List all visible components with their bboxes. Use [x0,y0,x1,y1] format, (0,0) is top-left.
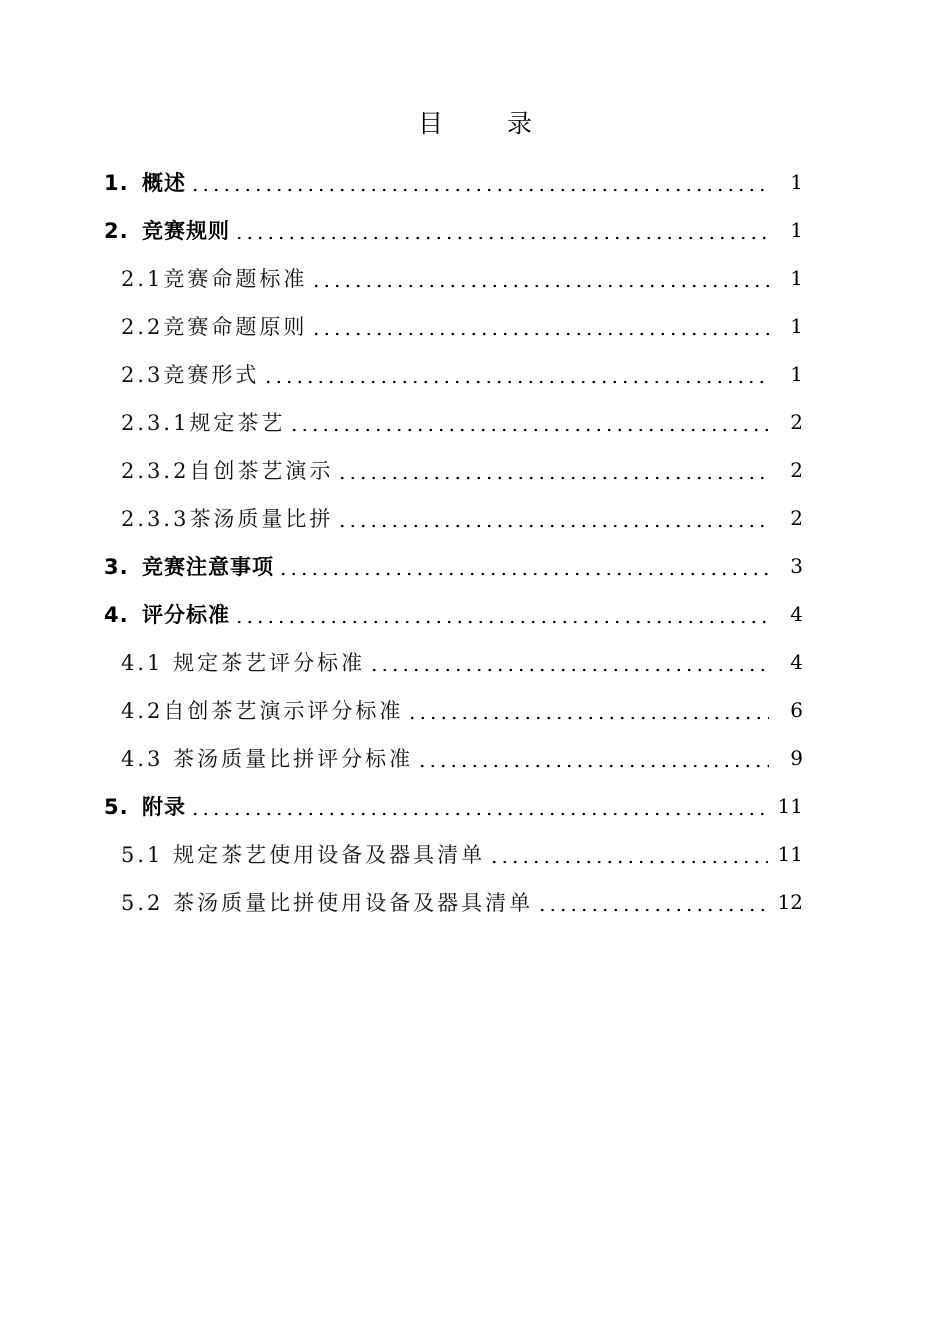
dot-leader [234,590,769,638]
toc-page-number: 11 [777,794,803,818]
toc-entry-label: 竞赛命题原则 [163,315,308,339]
toc-page-number: 12 [777,890,803,914]
toc-entry-label: 规定茶艺 [189,411,286,435]
toc-entry-number: 4. [104,603,129,627]
dot-leader [489,830,767,878]
toc-entry[interactable] [121,446,803,494]
toc-entry[interactable] [104,206,803,254]
dot-leader [289,398,769,446]
toc-entry-number: 5.1 [121,843,164,867]
toc-entry-label: 竞赛注意事项 [142,555,274,579]
toc-page-number: 1 [790,362,803,386]
dot-leader [337,494,769,542]
toc-page-number: 4 [790,602,803,626]
dot-leader [190,782,768,830]
toc-entry[interactable] [104,158,803,206]
toc-entry[interactable] [121,686,803,734]
toc-entry-number: 4.1 [121,651,164,675]
toc-entry-number: 2.3.1 [121,411,190,435]
toc-page-number: 1 [790,266,803,290]
toc-entry-label: 竞赛形式 [163,363,260,387]
toc-entry-number: 5.2 [121,891,164,915]
toc-entry-label: 评分标准 [142,603,230,627]
toc-entry-label: 规定茶艺评分标准 [163,651,366,675]
toc-entry[interactable] [121,734,803,782]
toc-entry-label: 茶汤质量比拼 [189,507,334,531]
toc-page-number: 3 [790,554,803,578]
toc-page-number: 11 [777,842,803,866]
toc-entry-label: 自创茶艺演示评分标准 [163,699,404,723]
toc-entry[interactable] [121,638,803,686]
dot-leader [234,206,769,254]
toc-entry-number: 5. [104,795,129,819]
toc-entry[interactable] [104,542,803,590]
toc-entry[interactable] [121,494,803,542]
toc-entry-number: 4.3 [121,747,164,771]
toc-entry-label: 自创茶艺演示 [189,459,334,483]
dot-leader [278,542,769,590]
toc-entry[interactable] [121,878,803,926]
toc-entry-label: 竞赛命题标准 [163,267,308,291]
dot-leader [537,878,767,926]
toc-page-number: 1 [790,314,803,338]
dot-leader [311,302,769,350]
toc-entry[interactable] [121,830,803,878]
toc-entry-label: 规定茶艺使用设备及器具清单 [163,843,486,867]
toc-entry-number: 2.1 [121,267,164,291]
toc-entry-number: 1. [104,171,129,195]
dot-leader [263,350,769,398]
toc-entry[interactable] [121,302,803,350]
toc-entry-number: 3. [104,555,129,579]
toc-entry-number: 2.3 [121,363,164,387]
toc-page-number: 4 [790,650,803,674]
toc-entry-number: 2. [104,219,129,243]
toc-entry-number: 2.3.2 [121,459,190,483]
toc-entry-label: 概述 [142,171,186,195]
toc-page-number: 2 [790,410,803,434]
toc-page-number: 1 [790,218,803,242]
toc-entry[interactable] [121,398,803,446]
toc-entry-number: 4.2 [121,699,164,723]
toc-entry[interactable] [104,782,803,830]
toc-page-number: 1 [790,170,803,194]
toc-entry[interactable] [121,350,803,398]
toc-page-number: 2 [790,506,803,530]
toc-page-number: 9 [790,746,803,770]
toc-entry[interactable] [104,590,803,638]
dot-leader [311,254,769,302]
toc-entry-label: 竞赛规则 [142,219,230,243]
toc-entry-label: 附录 [142,795,186,819]
toc-entry-number: 2.2 [121,315,164,339]
toc-entry-label: 茶汤质量比拼使用设备及器具清单 [163,891,534,915]
toc-entry[interactable] [121,254,803,302]
toc-entry-number: 2.3.3 [121,507,190,531]
dot-leader [190,158,769,206]
dot-leader [337,446,769,494]
dot-leader [369,638,769,686]
toc-page-number: 2 [790,458,803,482]
toc-entry-label: 茶汤质量比拼评分标准 [163,747,414,771]
toc-page-number: 6 [790,698,803,722]
dot-leader [407,686,769,734]
toc-title: 目 录 [418,109,560,138]
dot-leader [417,734,769,782]
